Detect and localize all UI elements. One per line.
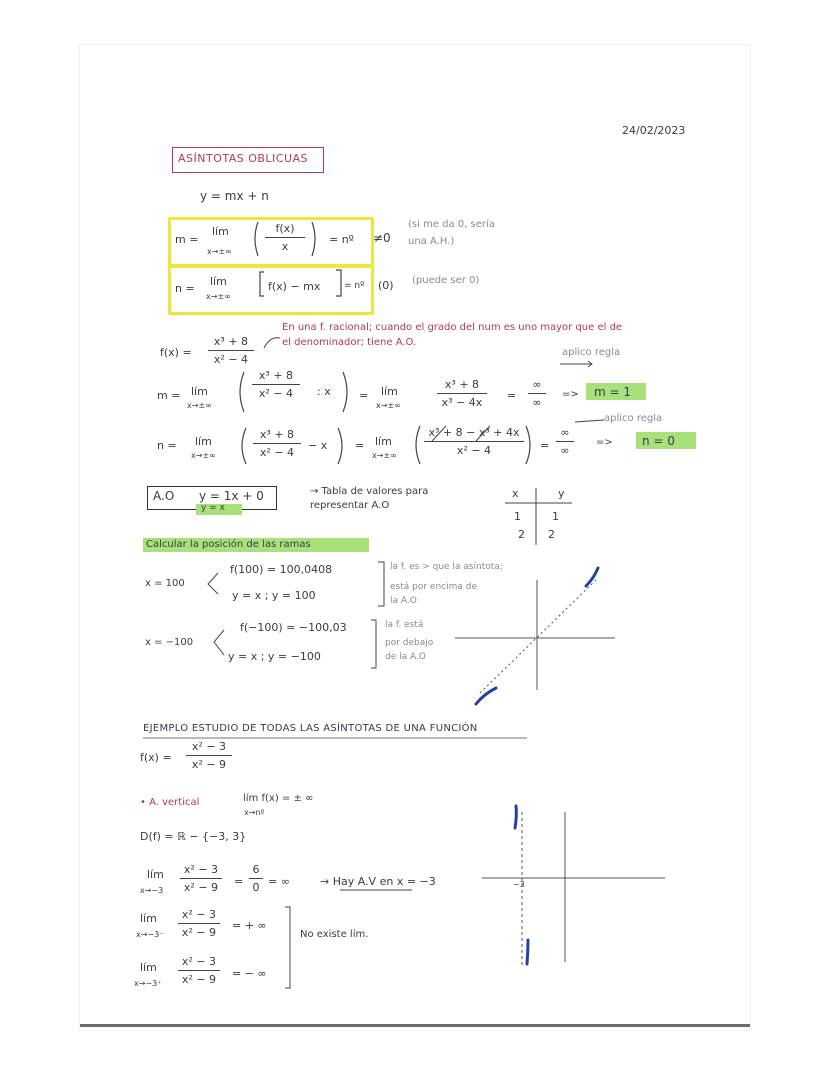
n-calc-sub: x→±∞ [191,451,216,460]
m-calc-sub2: x→±∞ [376,401,401,410]
n-def-sub: x→±∞ [206,292,231,301]
lim-b-den: x² − 9 [181,926,217,939]
n-calc-num2: x³ + 8 − x³ + 4x [428,426,520,439]
n-calc-den1: x² − 4 [259,446,295,459]
n-calc-minus: − x [308,439,328,452]
xm100-line1: f(−100) = −100,03 [240,621,347,634]
n-calc-lim: lím [195,435,212,448]
lim-b-res: = + ∞ [232,919,267,932]
arrow [575,420,604,422]
domain: D(f) = ℝ − {−3, 3} [140,830,247,843]
x100-note-2: está por encima de [390,582,477,592]
table-cell: 2 [548,528,555,541]
lim-a-eq: = [234,875,244,888]
no-lim: No existe lím. [300,929,369,940]
m-apply-note: aplico regla [562,347,621,358]
n-calc-lim2: lím [375,435,392,448]
f-def-den: x² − 4 [213,353,249,366]
av-lim: lím f(x) = ± ∞ [243,793,314,804]
m-def-note-2: una A.H.) [408,236,455,247]
graph1-asymptote [480,578,598,693]
n-calc-result: n = 0 [642,434,675,448]
lim-c-res: = − ∞ [232,967,267,980]
lim-a-sub: x→−3 [140,886,164,895]
m-def-num: f(x) [275,222,295,235]
xm100-note-1: la f. está [385,620,424,630]
lim-b-lim: lím [140,912,157,925]
lim-b-num: x² − 3 [181,908,217,921]
m-calc-div: : x [317,385,331,398]
graph2-branch-top [515,806,516,828]
m-def-result: = nº [329,233,354,246]
n-calc-sub2: x→±∞ [372,451,397,460]
m-calc-den3: ∞ [532,396,542,409]
x100-line2: y = x ; y = 100 [232,589,316,602]
branches-title: Calcular la posición de las ramas [146,539,311,550]
m-calc-den2: x³ − 4x [441,396,483,409]
x100-label: x = 100 [145,578,185,589]
n-calc-prefix: n = [157,439,177,452]
lim-c-lim: lím [140,961,157,974]
lim-b-sub: x→−3⁻ [136,930,164,939]
x100-line1: f(100) = 100,0408 [230,563,333,576]
g-def-den: x² − 9 [191,758,227,771]
ao-eq: y = 1x + 0 [199,489,264,503]
n-calc-num1: x³ + 8 [259,428,295,441]
page-title: ASÍNTOTAS OBLICUAS [178,152,309,165]
m-calc-prefix: m = [157,389,181,402]
table-cell: 2 [518,528,525,541]
table-header-y: y [558,487,565,500]
n-apply-note: aplico regla [604,413,663,424]
bracket [260,272,264,296]
n-def-zero: (0) [378,279,394,292]
paren [242,428,246,464]
brace [214,630,224,655]
paren [240,372,244,412]
n-calc-den3: ∞ [560,444,570,457]
lim-c-den: x² − 9 [181,973,217,986]
m-calc-eq2: = [507,389,517,402]
m-calc-result: m = 1 [594,385,632,399]
m-calc-sub: x→±∞ [187,401,212,410]
x100-note-3: la A.O [390,596,417,606]
m-def-lim: lím [212,225,229,238]
m-calc-arrow: => [562,389,579,400]
m-calc-num2: x³ + 8 [444,378,480,391]
m-calc-lim2: lím [381,385,398,398]
bracket [378,562,384,606]
ao-simplified: y = x [201,503,225,513]
m-def-sub: x→±∞ [207,247,232,256]
m-def-neq: ≠0 [373,231,391,245]
lim-a-den: x² − 9 [183,881,219,894]
xm100-note-3: de la A.O [385,652,426,662]
n-def-note: (puede ser 0) [412,275,480,286]
x100-note-1: la f. es > que la asíntota; [390,562,503,572]
lim-a-den2: 0 [252,881,260,894]
m-def-den: x [281,240,289,253]
av-sub: x→nº [244,808,265,817]
table-cell: 1 [514,510,521,523]
f-def-lhs: f(x) = [160,346,192,359]
m-calc-den1: x² − 4 [258,387,294,400]
brace [208,573,218,594]
n-calc-eq2: = [540,439,550,452]
lim-c-sub: x→−3⁺ [134,979,162,988]
m-calc-lim: lím [191,385,208,398]
rational-note-1: En una f. racional; cuando el grado del num es uno mayor que el de [282,322,623,333]
m-calc-eq: = [359,389,369,402]
graph2-label: −3 [513,880,525,889]
n-def-prefix: n = [175,282,195,295]
paren [416,426,420,464]
strike [432,426,446,441]
f-def-num: x³ + 8 [213,335,249,348]
bracket [371,620,376,668]
lim-a-conclusion: → Hay A.V en x = −3 [320,875,436,888]
lim-a-num2: 6 [252,863,260,876]
lim-a-num: x² − 3 [183,863,219,876]
xm100-line2: y = x ; y = −100 [228,650,321,663]
paren [255,222,258,256]
av-label: • A. vertical [140,797,200,808]
paren [526,426,530,464]
lim-c-num: x² − 3 [181,955,217,968]
example-title: EJEMPLO ESTUDIO DE TODAS LAS ASÍNTOTAS DE UNA FUNCIÓN [143,723,478,734]
g-def-num: x² − 3 [191,740,227,753]
m-calc-num1: x³ + 8 [258,369,294,382]
table-note-2: representar A.O [310,500,390,511]
table-cell: 1 [552,510,559,523]
paren [338,428,342,464]
n-calc-eq: = [355,439,365,452]
m-calc-num3: ∞ [532,378,542,391]
rational-note-2: el denominador; tiene A.O. [282,337,417,348]
date: 24/02/2023 [622,124,686,137]
g-def-lhs: f(x) = [140,751,172,764]
table-header-x: x [512,487,519,500]
n-calc-num3: ∞ [560,426,570,439]
n-def-expr: f(x) − mx [268,280,321,293]
m-def-prefix: m = [175,233,199,246]
graph1-branch-left [476,688,496,704]
n-def-result: = nº [344,281,365,291]
n-calc-den2: x² − 4 [456,444,492,457]
formula: y = mx + n [200,189,269,203]
paren [312,222,315,256]
n-def-lim: lím [210,275,227,288]
arrow [264,338,280,348]
strike [476,426,490,441]
paren [343,372,347,412]
lim-a-lim: lím [147,868,164,881]
graph2-branch-bottom [527,940,528,964]
m-def-note-1: (si me da 0, sería [408,219,495,230]
table-note-1: → Tabla de valores para [310,486,429,497]
bracket [336,270,341,296]
ao-label: A.O [153,489,175,503]
lim-a-res: = ∞ [268,875,290,888]
xm100-label: x = −100 [145,637,194,648]
xm100-note-2: por debajo [385,638,434,648]
n-calc-arrow: => [596,437,613,448]
bracket [285,907,290,988]
